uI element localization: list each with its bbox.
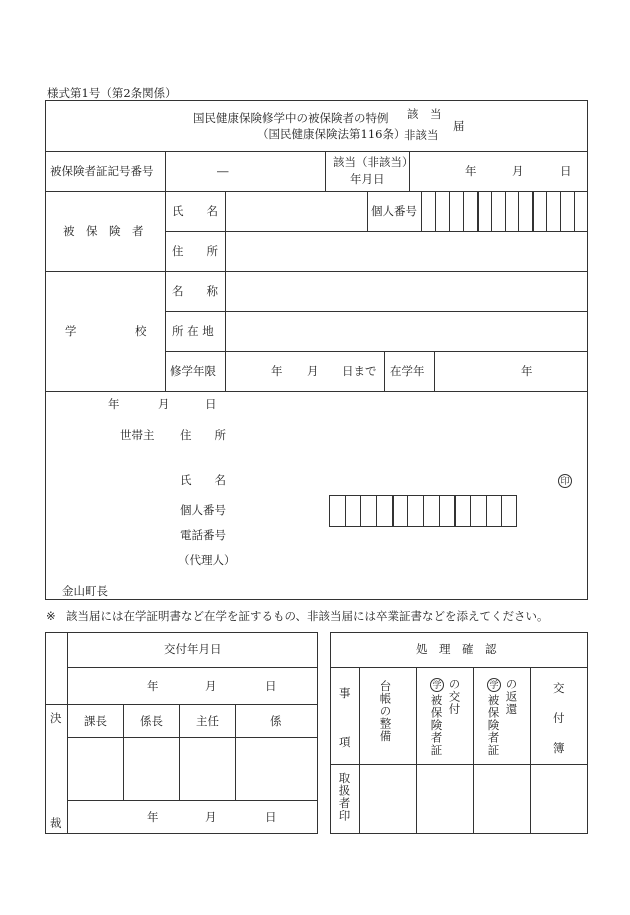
issue-month-label: 月 [205, 679, 217, 693]
decision-year-label: 年 [147, 810, 159, 824]
applicable-date-label-2: 年月日 [350, 172, 385, 186]
my-number-cell-divider [435, 191, 436, 231]
rule [421, 191, 422, 231]
issue-year-label: 年 [147, 679, 159, 693]
ledger-label: 台帳の整備 [378, 680, 393, 743]
rule [416, 667, 417, 834]
proxy-label: （代理人） [178, 553, 236, 567]
return-label-2: 被保険者証 [486, 694, 501, 757]
applicant-month-label: 月 [158, 397, 170, 411]
term-month-label: 月 [307, 364, 319, 378]
issue-label-2: 被保険者証 [429, 694, 444, 757]
approval-frame [45, 632, 318, 834]
return-label: の返還 [504, 678, 519, 716]
grade-label: 在学年 [390, 364, 425, 378]
rule [67, 632, 68, 834]
my-number-cell-divider [477, 191, 479, 231]
item-label-top: 事 [339, 686, 351, 700]
role-staff: 係 [270, 714, 282, 728]
rule [434, 351, 435, 391]
my-number-cell-divider [449, 191, 450, 231]
decision-label-top: 決 [50, 711, 62, 725]
rule [165, 231, 588, 232]
processing-title: 処 理 確 認 [416, 642, 497, 656]
my-number-cell-divider [423, 495, 424, 527]
insured-number-label: 被保険者証記号番号 [50, 164, 154, 178]
issue-label: の交付 [447, 678, 462, 716]
form-title-law: （国民健康保険法第116条） [257, 127, 406, 141]
rule [235, 704, 236, 800]
note-text: 該当届には在学証明書など在学を証するもの、非該当届には卒業証書などを添えてください。 [66, 609, 549, 623]
handler-seal-label: 取扱者印 [337, 772, 352, 822]
school-section-label-left: 学 [65, 324, 77, 338]
term-year-label: 年 [271, 364, 283, 378]
book-label-2: 付 [553, 711, 565, 725]
book-label-1: 交 [553, 681, 565, 695]
insured-number-value[interactable]: ― [217, 164, 229, 178]
my-number-cell-divider [574, 191, 575, 231]
issue-date-label: 交付年月日 [164, 642, 222, 656]
my-number-cell-divider [463, 191, 464, 231]
my-number-cell-divider [376, 495, 377, 527]
role-section-chief: 課長 [84, 714, 107, 728]
form-number: 様式第1号（第2条関係） [47, 86, 177, 100]
date-month-label: 月 [512, 164, 524, 178]
my-number-cell-divider [560, 191, 561, 231]
term-until-label: 日まで [342, 364, 377, 378]
school-section-label-right: 校 [135, 324, 147, 338]
insured-my-number-label: 個人番号 [371, 204, 417, 218]
applicant-day-label: 日 [205, 397, 217, 411]
title-gaito: 該 当 [407, 107, 442, 121]
rule [123, 704, 124, 800]
rule [165, 311, 588, 312]
household-head-label: 世帯主 [120, 428, 155, 442]
rule [67, 800, 318, 801]
mayor-label: 金山町長 [62, 584, 108, 598]
insured-name-label: 氏 名 [172, 204, 218, 218]
decision-month-label: 月 [205, 810, 217, 824]
rule [225, 191, 226, 391]
rule [45, 391, 588, 392]
my-number-cell-divider [518, 191, 519, 231]
rule [45, 271, 588, 272]
rule [473, 667, 474, 834]
applicant-phone-label: 電話番号 [180, 528, 226, 542]
my-number-cell-divider [470, 495, 471, 527]
form-title: 国民健康保険修学中の被保険者の特例 [193, 111, 389, 125]
insured-section-label: 被 保 険 者 [63, 224, 144, 238]
item-label-bottom: 項 [339, 735, 351, 749]
my-number-cell-divider [360, 495, 361, 527]
rule [325, 151, 326, 191]
my-number-cell-divider [491, 191, 492, 231]
book-label-3: 簿 [553, 741, 565, 755]
applicable-date-label-1: 該当（非該当） [333, 155, 414, 169]
rule [165, 151, 166, 391]
insured-address-label: 住 所 [172, 244, 218, 258]
processing-frame [330, 632, 588, 834]
my-number-cell-divider [407, 495, 408, 527]
rule [359, 667, 360, 834]
rule [179, 704, 180, 800]
grade-unit-label: 年 [521, 364, 533, 378]
rule [45, 704, 318, 705]
applicant-my-number-label: 個人番号 [180, 503, 226, 517]
rule [530, 667, 531, 834]
rule [367, 191, 368, 231]
date-year-label: 年 [465, 164, 477, 178]
school-location-label: 所 在 地 [172, 324, 214, 338]
role-sub-chief: 係長 [140, 714, 163, 728]
decision-day-label: 日 [265, 810, 277, 824]
decision-label-bottom: 裁 [50, 816, 62, 830]
title-hi-gaito: 非該当 [404, 128, 439, 142]
rule [45, 191, 588, 192]
rule [67, 737, 318, 738]
rule [165, 351, 588, 352]
seal-mark-icon: 印 [558, 474, 572, 488]
applicant-address-label: 住 所 [180, 428, 226, 442]
my-number-cell-divider [505, 191, 506, 231]
my-number-cell-divider [532, 191, 534, 231]
my-number-cell-divider [454, 495, 456, 527]
applicant-year-label: 年 [108, 397, 120, 411]
rule [330, 667, 588, 668]
role-lead: 主任 [196, 714, 219, 728]
rule [330, 764, 588, 765]
my-number-cell-divider [439, 495, 440, 527]
student-mark-icon: 学 [430, 678, 444, 692]
issue-day-label: 日 [265, 679, 277, 693]
my-number-cell-divider [345, 495, 346, 527]
my-number-cell-divider [486, 495, 487, 527]
rule [45, 151, 588, 152]
student-mark-icon: 学 [487, 678, 501, 692]
my-number-cell-divider [546, 191, 547, 231]
title-todoke: 届 [453, 119, 465, 133]
applicant-name-label: 氏 名 [180, 473, 226, 487]
my-number-cell-divider [501, 495, 502, 527]
rule [384, 351, 385, 391]
date-day-label: 日 [560, 164, 572, 178]
note-mark: ※ [46, 609, 56, 623]
my-number-cell-divider [392, 495, 394, 527]
rule [67, 667, 318, 668]
school-name-label: 名 称 [172, 284, 218, 298]
school-term-label: 修学年限 [170, 364, 216, 378]
